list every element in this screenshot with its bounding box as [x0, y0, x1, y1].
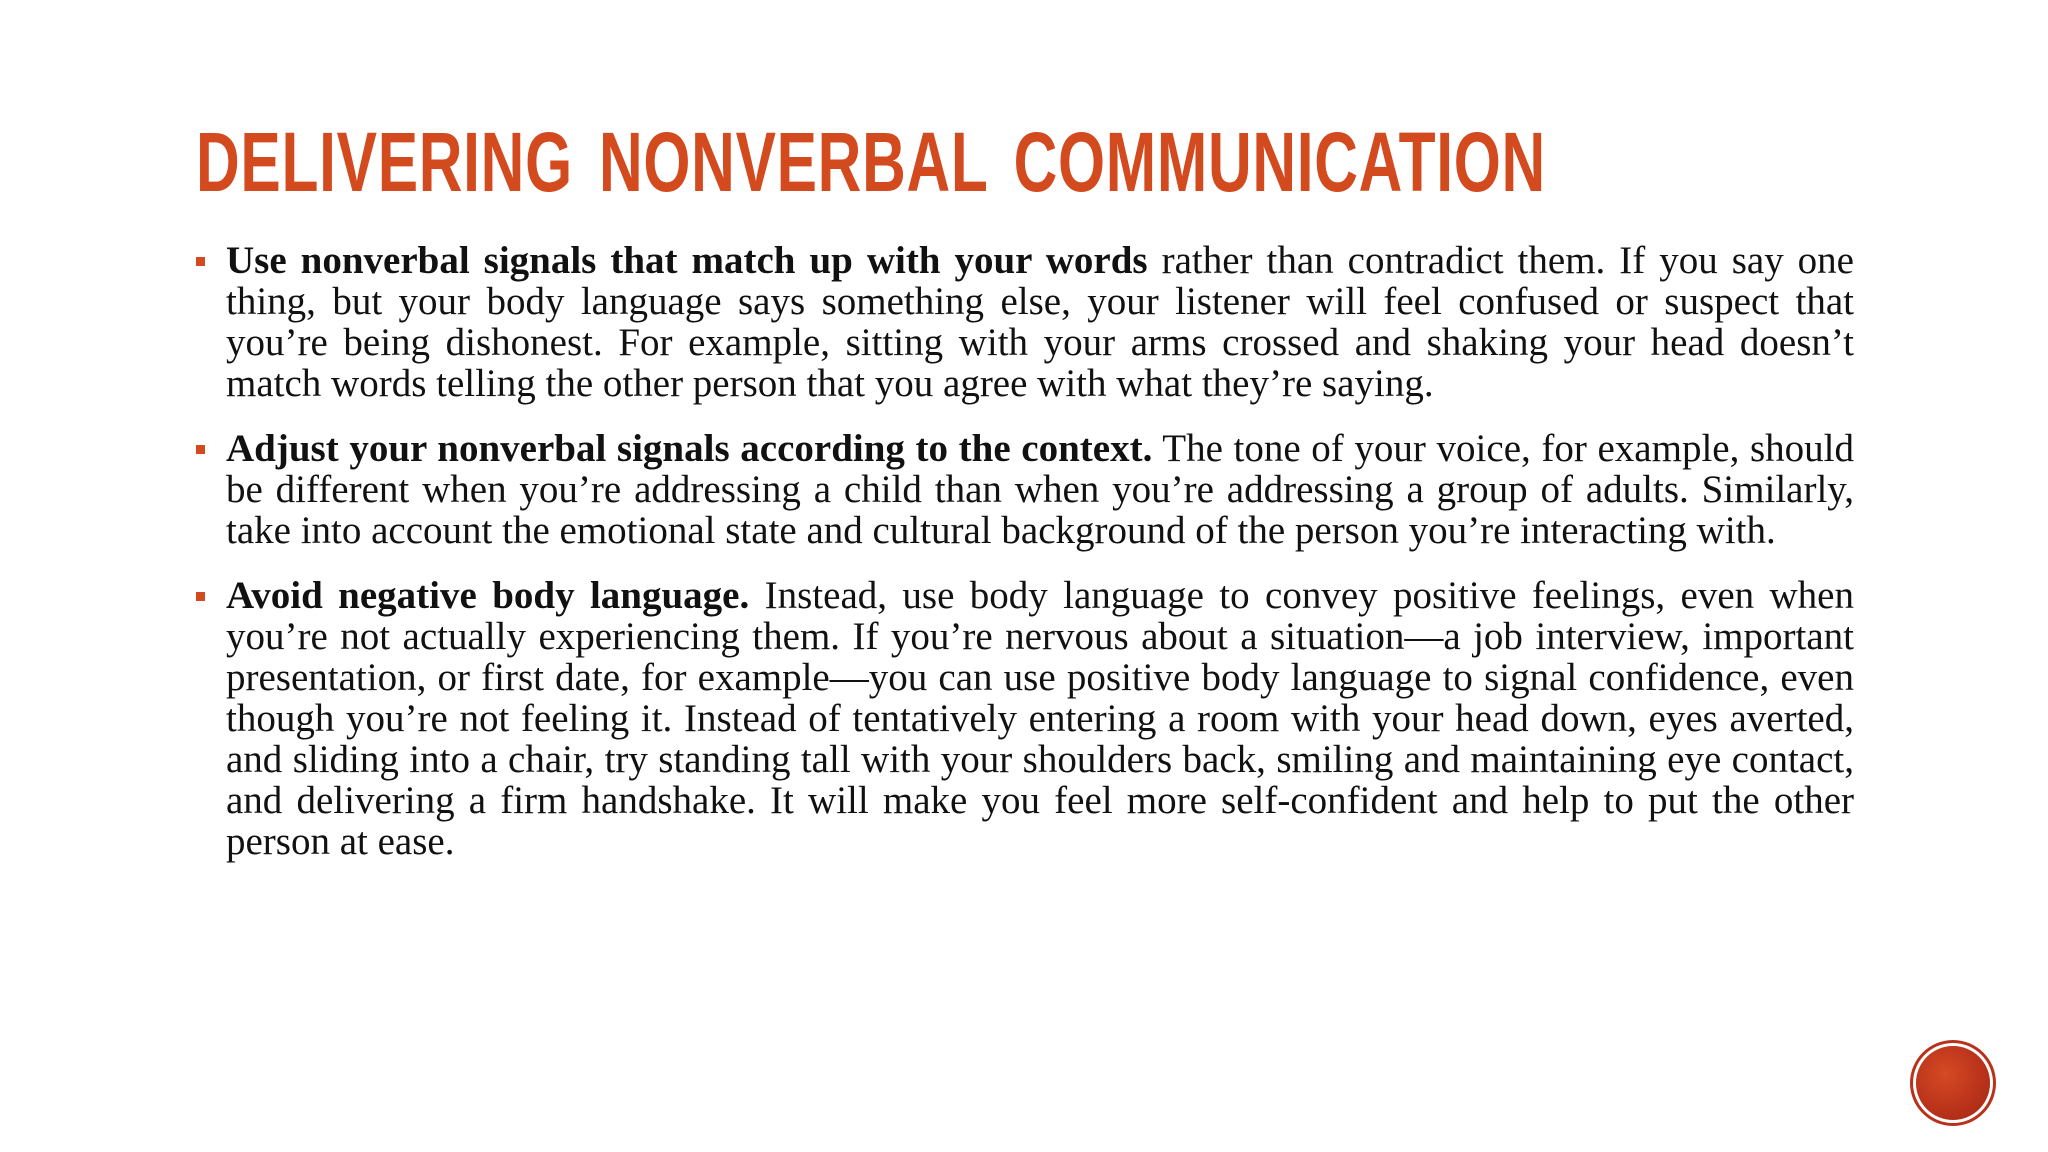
circle-logo-icon: [1916, 1046, 1990, 1120]
bullet-lead: Use nonverbal signals that match up with your words: [226, 239, 1148, 282]
bullet-text: The tone of your voice, for example, should be different when you’re addressing a child than when you’re addressing a group of adults. Similarly, take into account the emotional state and cultural background of the person you’re interacting with.: [226, 427, 1854, 552]
square-bullet-icon: [196, 445, 205, 454]
square-bullet-icon: [196, 257, 205, 266]
bullet-text: Instead, use body language to convey positive feelings, even when you’re not actually experiencing them. If you’re nervous about a situation—a job interview, important presentation, or first date, for example—you can use positive body language to signal confidence, even though you’re not feeling it. Instead of tentatively entering a room with your head down, eyes averted, and sliding into a chair, try standing tall with your shoulders back, smiling and maintaining eye contact, and delivering a firm handshake. It will make you feel more self-confident and help to put the other person at ease.: [226, 574, 1854, 863]
bullet-lead: Adjust your nonverbal signals according to the context.: [226, 427, 1153, 470]
square-bullet-icon: [196, 592, 205, 601]
bullet-item: [196, 428, 1854, 551]
bullet-lead: Avoid negative body language.: [226, 574, 750, 617]
bullet-text: rather than contradict them. If you say one thing, but your body language says something else, your listener will feel confused or suspect that you’re being dishonest. For example, sitting with your arms crossed and shaking your head doesn’t match words telling the other person that you agree with what they’re saying.: [226, 239, 1854, 405]
bullet-list: [196, 240, 1854, 886]
bullet-item: [196, 575, 1854, 862]
bullet-item: [196, 240, 1854, 404]
slide-title: DELIVERING NONVERBAL COMMUNICATION: [196, 115, 1546, 209]
